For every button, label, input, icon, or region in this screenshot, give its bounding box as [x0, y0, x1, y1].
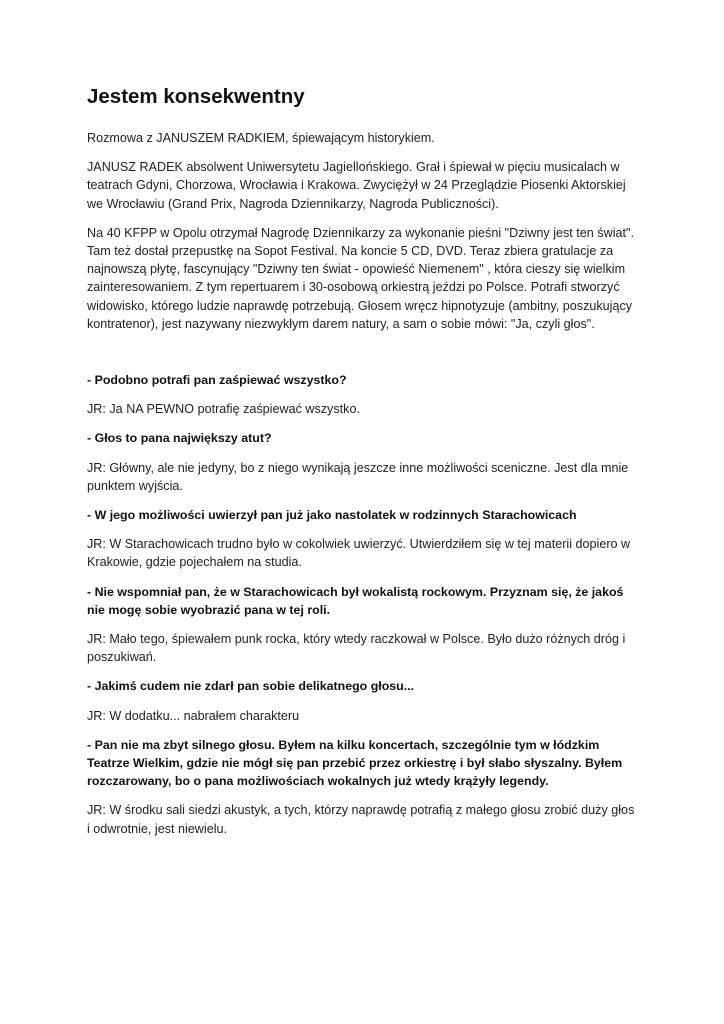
interview-answer: JR: W środku sali siedzi akustyk, a tych, którzy naprawdę potrafią z małego głosu zrobić duży głos i odwrotnie, jest niewielu. [87, 803, 635, 836]
interview-answer: JR: Ja NA PEWNO potrafię zaśpiewać wszystko. [87, 402, 360, 417]
interview-answer: JR: W Starachowicach trudno było w cokolwiek uwierzyć. Utwierdziłem się w tej materii dopiero w Krakowie, gdzie pojechałem na studia. [87, 537, 631, 570]
interview-question: - Podobno potrafi pan zaśpiewać wszystko? [87, 373, 347, 388]
interview-answer: JR: W dodatku... nabrałem charakteru [87, 708, 300, 723]
interview-question: - Pan nie ma zbyt silnego głosu. Byłem na kilku koncertach, szczególnie tym w łódzkim Teatrze Wielkim, gdzie nie mógł się pan przebić przez orkiestrę i był słabo słyszalny. Byłem rozczarowany, bo o pana możliwościach wokalnych już wtedy krążyły legendy. [87, 737, 623, 789]
interview-question: - Nie wspomniał pan, że w Starachowicach był wokalistą rockowym. Przyznam się, że jakoś nie mogę sobie wyobrazić pana w tej roli. [87, 584, 624, 617]
interview-answer: JR: Mało tego, śpiewałem punk rocka, który wtedy raczkował w Polsce. Było dużo różnych dróg i poszukiwań. [87, 632, 626, 665]
interview-question: - Głos to pana największy atut? [87, 431, 272, 446]
interview-question: - W jego możliwości uwierzył pan już jako nastolatek w rodzinnych Starachowicach [87, 508, 577, 523]
intro-paragraph: Rozmowa z JANUSZEM RADKIEM, śpiewającym historykiem. [87, 131, 435, 145]
bio-paragraph-2: Na 40 KFPP w Opolu otrzymał Nagrodę Dziennikarzy za wykonanie pieśni "Dziwny jest ten świat". Tam też dostał przepustkę na Sopot Festival. Na koncie 5 CD, DVD. Teraz zbiera gratulacje za najnowszą płytę, fascynujący "Dziwny ten świat - opowieść Niemenem" , która cieszy się wielkim zainteresowaniem. Z tym repertuarem i 30-osobową orkiestrą jeździ po Polsce. Potrafi stworzyć widowisko, którego ludzie naprawdę potrzebują. Głosem wręcz hipnotyzuje (ambitny, poszukujący kontratenor), jest nazywany niezwykłym darem natury, a sam o sobie mówi: "Ja, czyli głos". [87, 225, 634, 331]
page-title: Jestem konsekwentny [87, 85, 305, 108]
section-spacer [87, 344, 637, 371]
bio-paragraph-1: JANUSZ RADEK absolwent Uniwersytetu Jagiellońskiego. Grał i śpiewał w pięciu musicalach w teatrach Gdyni, Chorzowa, Wrocławia i Krakowa. Zwyciężył w 24 Przeglądzie Piosenki Aktorskiej we Wrocławiu (Grand Prix, Nagroda Dziennikarzy, Nagroda Publiczności). [87, 160, 626, 211]
interview-answer: JR: Główny, ale nie jedyny, bo z niego wynikają jeszcze inne możliwości sceniczne. Jest dla mnie punktem wyjścia. [87, 460, 629, 493]
interview-question: - Jakimś cudem nie zdarł pan sobie delikatnego głosu... [87, 679, 415, 694]
document-body [87, 84, 637, 849]
